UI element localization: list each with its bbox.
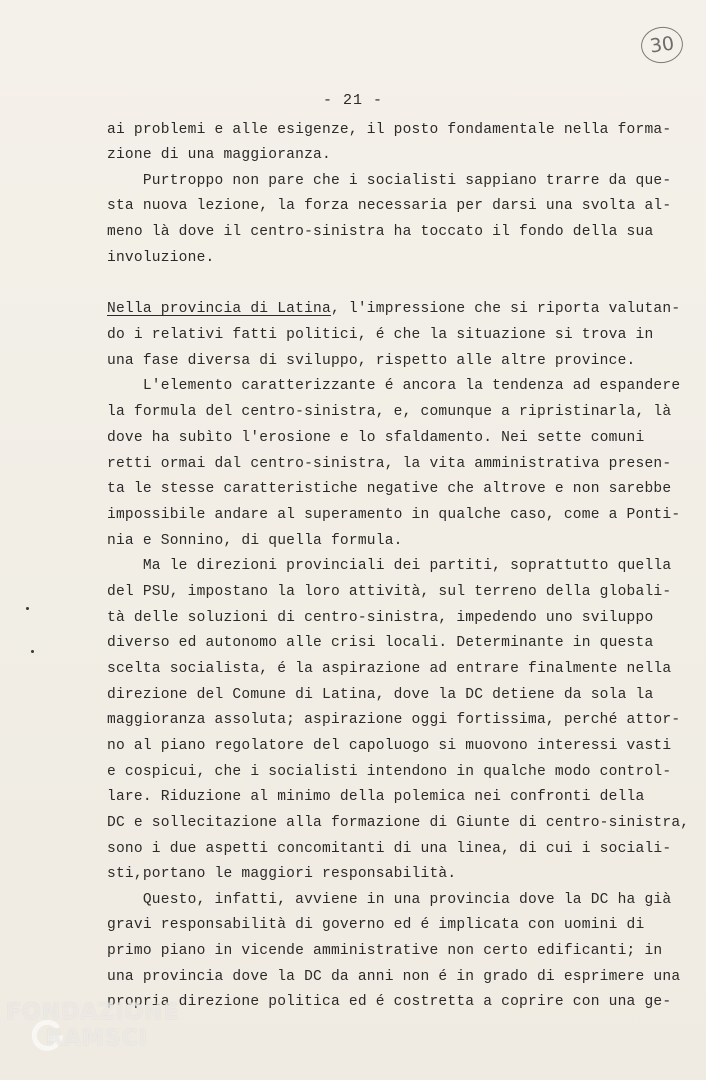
- page-number: - 21 -: [322, 92, 383, 109]
- text-line: tà delle soluzioni di centro-sinistra, impedendo uno sviluppo: [107, 610, 654, 626]
- text-line: propria direzione politica ed é costretta a coprire con una ge-: [107, 994, 672, 1010]
- text-line: dove ha subìto l'erosione e lo sfaldamento. Nei sette comuni: [107, 430, 645, 446]
- text-line: sono i due aspetti concomitanti di una linea, di cui i sociali-: [107, 841, 672, 857]
- watermark-line1: FONDAZIONE: [6, 1000, 180, 1025]
- text-line: sti,portano le maggiori responsabilità.: [107, 866, 457, 882]
- text-line: impossibile andare al superamento in qualche caso, come a Ponti-: [107, 507, 681, 523]
- text-line: la formula del centro-sinistra, e, comunque a ripristinarla, là: [107, 404, 672, 420]
- text-line: e cospicui, che i socialisti intendono in qualche modo control-: [107, 764, 672, 780]
- text-line: Nella provincia di Latina, l'impressione che si riporta valutan-: [107, 301, 681, 317]
- text-line: diverso ed autonomo alle crisi locali. Determinante in questa: [107, 635, 654, 651]
- text-line: no al piano regolatore del capoluogo si muovono interessi vasti: [107, 738, 672, 754]
- text-line: una provincia dove la DC da anni non é in grado di esprimere una: [107, 969, 681, 985]
- text-line: primo piano in vicende amministrative non certo edificanti; in: [107, 943, 663, 959]
- text-line: involuzione.: [107, 250, 215, 266]
- text-line: gravi responsabilità di governo ed é implicata con uomini di: [107, 917, 645, 933]
- text-line: ta le stesse caratteristiche negative che altrove e non sarebbe: [107, 481, 672, 497]
- text-line: meno là dove il centro-sinistra ha toccato il fondo della sua: [107, 224, 654, 240]
- text-line: lare. Riduzione al minimo della polemica nei confronti della: [107, 789, 645, 805]
- text-line: Purtroppo non pare che i socialisti sappiano trarre da que-: [107, 173, 672, 189]
- text-line: maggioranza assoluta; aspirazione oggi fortissima, perché attor-: [107, 712, 681, 728]
- text-line: direzione del Comune di Latina, dove la DC detiene da sola la: [107, 687, 654, 703]
- text-line: nia e Sonnino, di quella formula.: [107, 533, 403, 549]
- text-line: do i relativi fatti politici, é che la situazione si trova in: [107, 327, 654, 343]
- margin-mark: [26, 607, 29, 610]
- text-line: scelta socialista, é la aspirazione ad entrare finalmente nella: [107, 661, 672, 677]
- folio-number: 30: [648, 32, 676, 58]
- text-line: del PSU, impostano la loro attività, sul terreno della globali-: [107, 584, 672, 600]
- text-line: L'elemento caratterizzante é ancora la tendenza ad espandere: [107, 378, 681, 394]
- text-line: una fase diversa di sviluppo, rispetto alle altre province.: [107, 353, 636, 369]
- archive-watermark: [6, 1000, 186, 1070]
- text-line: Ma le direzioni provinciali dei partiti, soprattutto quella: [107, 558, 672, 574]
- text-line: ai problemi e alle esigenze, il posto fondamentale nella forma-: [107, 122, 672, 138]
- margin-mark: [31, 650, 34, 653]
- watermark-line2: RAMSCI: [46, 1026, 149, 1051]
- text-line: sta nuova lezione, la forza necessaria per darsi una svolta al-: [107, 198, 672, 214]
- folio-stamp: [639, 24, 686, 65]
- text-line: Questo, infatti, avviene in una provincia dove la DC ha già: [107, 892, 672, 908]
- text-line: DC e sollecitazione alla formazione di Giunte di centro-sinistra,: [107, 815, 690, 831]
- text-line: retti ormai dal centro-sinistra, la vita amministrativa presen-: [107, 456, 672, 472]
- text-line: zione di una maggioranza.: [107, 147, 331, 163]
